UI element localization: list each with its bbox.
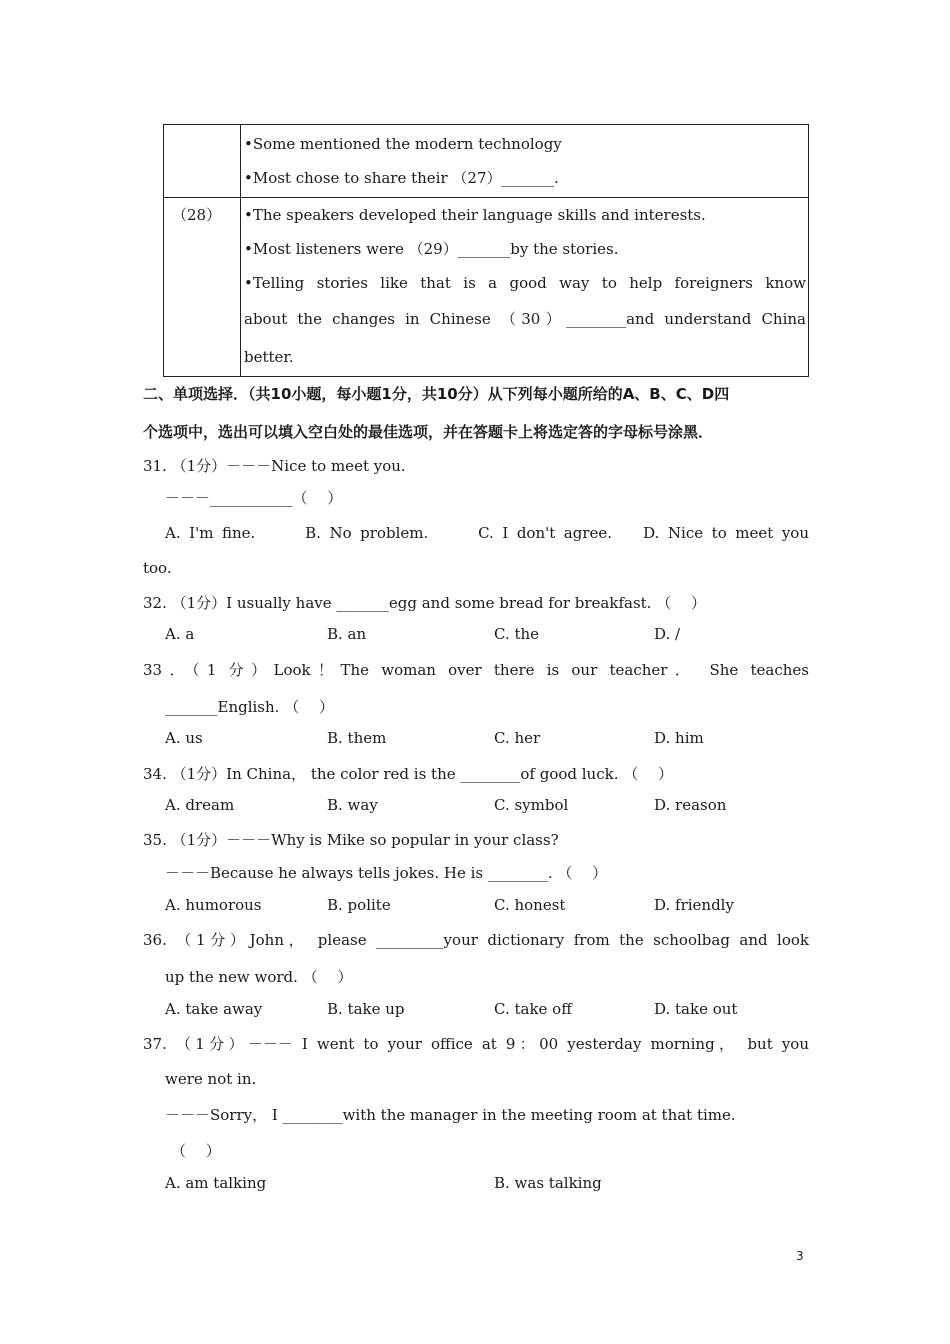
question-33-option-a: A. us [165,729,203,747]
table-line: about the changes in Chinese （30）________and understand China [244,310,806,328]
question-34-option-a: A. dream [165,796,235,814]
question-37-option-b: B. was talking [494,1174,602,1192]
question-37-stem-cont: were not in. [165,1070,257,1088]
question-34-option-b: B. way [327,796,378,814]
question-35-option-c: C. honest [494,896,566,914]
row-label: （28） [172,206,222,224]
table-line: •The speakers developed their language skills and interests. [244,206,706,224]
question-34-option-c: C. symbol [494,796,569,814]
question-31-reply: －－－___________（ ） [165,489,343,507]
question-33-option-d: D. him [654,729,704,747]
table-label-cell [164,125,241,198]
question-36-option-b: B. take up [327,1000,405,1018]
table-line: •Most listeners were （29）_______by the stories. [244,240,619,258]
question-37-option-a: A. am talking [165,1174,267,1192]
question-37-stem: 37. （1分）－－－ I went to your office at 9：00 yesterday morning， but you [143,1035,809,1053]
table-line: •Some mentioned the modern technology [244,135,562,153]
question-36-stem: 36. （1分）John， please _________your dictionary from the schoolbag and look [143,931,809,949]
question-36-option-a: A. take away [165,1000,263,1018]
question-36-option-d: D. take out [654,1000,738,1018]
question-37-reply: －－－Sorry， I ________with the manager in the meeting room at that time. [165,1106,736,1124]
question-34-option-d: D. reason [654,796,727,814]
question-36-option-c: C. take off [494,1000,572,1018]
question-35-reply: －－－Because he always tells jokes. He is ________. （ ） [165,864,608,882]
table-line: •Most chose to share their （27）_______. [244,169,559,187]
question-34-stem: 34. （1分）In China， the color red is the ________of good luck. （ ） [143,765,674,783]
question-31-options-cont: too. [143,559,172,577]
question-35-option-a: A. humorous [165,896,262,914]
question-35-stem: 35. （1分）－－－Why is Mike so popular in your class? [143,831,559,849]
table-line: better. [244,348,294,366]
question-31-options: A. I'm fine. B. No problem. C. I don't agree. D. Nice to meet you [165,524,809,542]
section-heading-cont: 个选项中，选出可以填入空白处的最佳选项，并在答题卡上将选定答的字母标号涂黑． [143,423,714,441]
table-line: •Telling stories like that is a good way to help foreigners know [244,274,806,292]
question-35-option-b: B. polite [327,896,391,914]
table-content-cell [241,198,809,377]
section-heading: 二、单项选择．（共10小题，每小题1分，共10分）从下列每小题所给的A、B、C、D四 [143,385,730,403]
question-32-option-a: A. a [165,625,195,643]
summary-table [163,124,809,377]
table-label-cell [164,198,241,377]
table-row [164,198,809,377]
table-content-cell [241,125,809,198]
question-37-bracket: （ ） [171,1142,221,1160]
page-number: 3 [796,1249,804,1263]
question-32-option-d: D. / [654,625,681,643]
question-33-option-b: B. them [327,729,387,747]
question-33-stem-cont: _______English. （ ） [165,698,334,716]
question-32-option-c: C. the [494,625,540,643]
row-label [164,125,240,131]
question-33-stem: 33．（1 分）Look！The woman over there is our teacher． She teaches [143,661,809,679]
question-36-stem-cont: up the new word. （ ） [165,968,353,986]
question-32-stem: 32. （1分）I usually have _______egg and some bread for breakfast. （ ） [143,594,706,612]
question-33-option-c: C. her [494,729,541,747]
question-32-option-b: B. an [327,625,367,643]
question-35-option-d: D. friendly [654,896,734,914]
question-31-stem: 31. （1分）－－－Nice to meet you. [143,457,406,475]
table-row [164,125,809,198]
